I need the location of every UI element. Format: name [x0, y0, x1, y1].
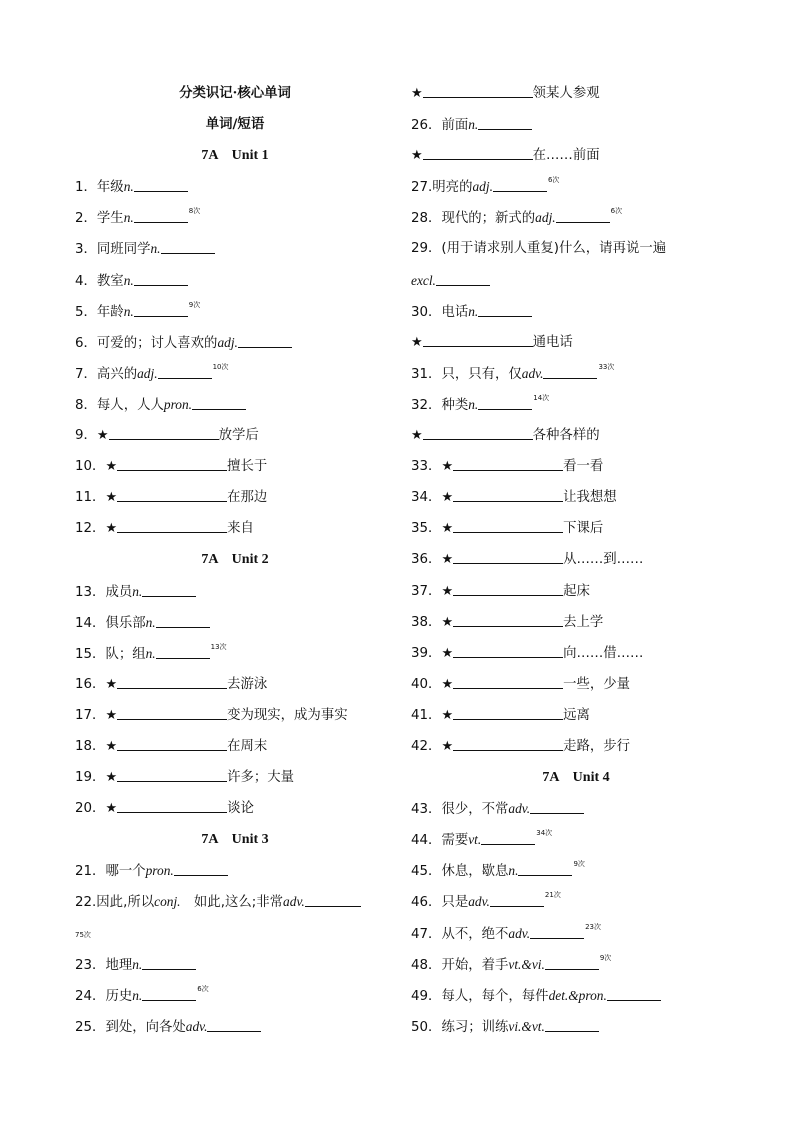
- item-number: 41．: [411, 707, 442, 723]
- phrase-item: [411, 669, 741, 700]
- chinese-meaning: 从不，绝不: [441, 926, 509, 942]
- chinese-meaning: 在周末: [227, 738, 268, 754]
- phrase-item: [411, 78, 741, 109]
- part-of-speech: adj.: [217, 334, 238, 350]
- part-of-speech: n.: [123, 179, 134, 195]
- chinese-meaning: 电话: [441, 304, 469, 320]
- item-number: 2．: [75, 211, 97, 227]
- item-number: 49．: [411, 988, 442, 1004]
- item-number: 21．: [75, 864, 106, 880]
- part-of-speech: adj.: [535, 210, 556, 226]
- part-of-speech: adj.: [472, 179, 493, 195]
- frequency-count: 6次: [547, 176, 560, 185]
- chinese-meaning: 开始，着手: [441, 957, 509, 973]
- answer-blank[interactable]: [117, 674, 227, 689]
- chinese-meaning: 每人，人人: [96, 397, 164, 413]
- chinese-meaning: 前面: [441, 118, 469, 134]
- chinese-meaning: 让我想想: [563, 490, 617, 506]
- chinese-meaning: 走路，步行: [563, 738, 631, 754]
- phrase-item: [411, 576, 741, 607]
- vocab-item: [411, 793, 741, 824]
- answer-blank[interactable]: [453, 705, 563, 720]
- answer-blank[interactable]: [174, 861, 228, 876]
- phrase-item: [75, 420, 395, 451]
- part-of-speech: vt.: [468, 832, 482, 848]
- item-number: 45．: [411, 864, 442, 880]
- star-icon: ★: [411, 148, 423, 164]
- vocab-item: [75, 202, 395, 233]
- vocab-item: [411, 824, 741, 855]
- answer-blank[interactable]: [109, 425, 219, 440]
- chinese-meaning: 向……借……: [563, 645, 644, 661]
- answer-blank[interactable]: [134, 177, 188, 192]
- item-number: 7．: [75, 366, 97, 382]
- answer-blank[interactable]: [117, 705, 227, 720]
- vocab-item: [75, 389, 395, 420]
- chinese-meaning: 通电话: [532, 334, 573, 350]
- left-column: [75, 78, 395, 1042]
- chinese-meaning: 哪一个: [105, 864, 146, 880]
- item-number: 31．: [411, 366, 442, 382]
- chinese-meaning: 放学后: [218, 428, 259, 444]
- phrase-item: [411, 638, 741, 669]
- answer-blank[interactable]: [493, 177, 547, 192]
- chinese-meaning: 各种各样的: [532, 428, 600, 444]
- chinese-meaning: 因此,所以: [96, 895, 155, 911]
- phrase-item: [75, 793, 395, 824]
- chinese-meaning: 下课后: [563, 521, 604, 537]
- part-of-speech: adv.: [283, 894, 305, 910]
- answer-blank[interactable]: [543, 364, 597, 379]
- item-number: 36．: [411, 552, 442, 568]
- phrase-item: [75, 451, 395, 482]
- part-of-speech: adj.: [137, 365, 158, 381]
- part-of-speech: n.: [132, 583, 143, 599]
- chinese-meaning: 可爱的；讨人喜欢的: [96, 335, 218, 351]
- chinese-meaning: 在那边: [227, 490, 268, 506]
- frequency-count: 9次: [573, 860, 585, 869]
- phrase-item: [411, 731, 741, 762]
- item-number: 28．: [411, 211, 442, 227]
- chinese-meaning: 起床: [563, 583, 590, 599]
- phrase-item: [75, 731, 395, 762]
- part-of-speech: n.: [150, 241, 161, 257]
- answer-blank[interactable]: [423, 83, 533, 98]
- answer-blank[interactable]: [436, 271, 490, 286]
- item-number: 27.: [411, 180, 433, 196]
- part-of-speech: vi.&vt.: [508, 1018, 545, 1034]
- vocab-item: [75, 607, 395, 638]
- star-icon: ★: [411, 86, 423, 101]
- vocab-item: [411, 358, 741, 389]
- vocab-item: [75, 980, 395, 1011]
- phrase-item: [75, 482, 395, 513]
- phrase-item: [75, 513, 395, 544]
- frequency-count: 13次: [210, 642, 227, 651]
- vocab-item: [411, 202, 741, 233]
- item-number: 18．: [75, 738, 106, 754]
- answer-blank[interactable]: [556, 208, 610, 223]
- phrase-item: [411, 513, 741, 544]
- phrase-item: [411, 544, 741, 575]
- item-number: 34．: [411, 490, 442, 506]
- item-number: 47．: [411, 926, 442, 942]
- answer-blank[interactable]: [453, 456, 563, 471]
- vocab-item: [411, 886, 741, 917]
- item-number: 40．: [411, 676, 442, 692]
- chinese-meaning: 休息，歇息: [441, 864, 509, 880]
- vocab-item: [411, 1011, 741, 1042]
- item-number: 1．: [75, 180, 97, 196]
- answer-blank[interactable]: [478, 115, 532, 130]
- chinese-meaning: 来自: [227, 521, 254, 537]
- right-column: [411, 78, 741, 1042]
- chinese-meaning: 地理: [105, 957, 133, 973]
- frequency-count: 21次: [544, 891, 561, 900]
- chinese-meaning: 只，只有，仅: [441, 366, 522, 382]
- frequency-note: [75, 918, 395, 949]
- vocab-item: [411, 980, 741, 1011]
- answer-blank[interactable]: [518, 861, 572, 876]
- phrase-item: [411, 700, 741, 731]
- chinese-meaning: 高兴的: [96, 366, 138, 382]
- part-of-speech: vt.&vi.: [508, 956, 545, 972]
- chinese-meaning: 年龄: [96, 304, 124, 320]
- item-number: 43．: [411, 802, 442, 818]
- vocab-item: [75, 358, 395, 389]
- answer-blank[interactable]: [490, 892, 544, 907]
- answer-blank[interactable]: [423, 145, 533, 160]
- chinese-meaning: 明亮的: [432, 180, 473, 196]
- item-number: 20．: [75, 801, 106, 817]
- unit-heading: 7A Unit 1: [201, 148, 269, 164]
- star-icon: ★: [105, 521, 118, 537]
- vocab-item: [411, 389, 741, 420]
- chinese-meaning: 一些，少量: [563, 676, 631, 692]
- chinese-meaning: 到处，向各处: [105, 1019, 186, 1035]
- star-icon: ★: [441, 552, 454, 568]
- item-number: 26．: [411, 118, 442, 134]
- item-number: 4．: [75, 273, 97, 289]
- answer-blank[interactable]: [142, 582, 196, 597]
- answer-blank[interactable]: [117, 518, 227, 533]
- vocab-item: [75, 327, 395, 358]
- star-icon: ★: [105, 801, 118, 817]
- vocab-item: [411, 233, 741, 264]
- phrase-item: [75, 762, 395, 793]
- item-number: 48．: [411, 957, 442, 973]
- star-icon: ★: [411, 334, 423, 350]
- star-icon: ★: [411, 428, 423, 444]
- chinese-meaning: 远离: [563, 707, 590, 723]
- answer-blank[interactable]: [238, 333, 292, 348]
- vocab-text: 29．(用于请求别人重复)什么，请再说一遍: [411, 241, 667, 257]
- star-icon: ★: [441, 459, 454, 475]
- chinese-meaning: 同班同学: [96, 242, 151, 258]
- chinese-meaning: 擅长于: [227, 459, 268, 475]
- part-of-speech: n.: [508, 863, 519, 879]
- answer-blank[interactable]: [161, 239, 215, 254]
- phrase-item: [411, 420, 741, 451]
- item-number: 11．: [75, 490, 106, 506]
- part-of-speech: n.: [123, 303, 134, 319]
- item-number: 9．: [75, 428, 97, 444]
- chinese-meaning: 很少，不常: [441, 802, 509, 818]
- answer-blank[interactable]: [156, 613, 210, 628]
- part-of-speech: n.: [145, 614, 156, 630]
- answer-blank[interactable]: [142, 986, 196, 1001]
- vocab-item: [411, 109, 741, 140]
- item-number: 6．: [75, 335, 97, 351]
- item-number: 24．: [75, 988, 106, 1004]
- vocab-item: [75, 1011, 395, 1042]
- star-icon: ★: [441, 738, 454, 754]
- vocab-item: [75, 638, 395, 669]
- part-of-speech: adv.: [508, 801, 531, 817]
- phrase-item: [411, 482, 741, 513]
- part-of-speech: det.&pron.: [548, 987, 607, 1003]
- section-heading: 单词/短语: [205, 116, 265, 133]
- part-of-speech: adv.: [508, 925, 531, 941]
- part-of-speech: n.: [123, 210, 134, 226]
- answer-blank[interactable]: [134, 208, 188, 223]
- phrase-item: [411, 327, 741, 358]
- frequency-count: 9次: [188, 300, 201, 309]
- item-number: 17．: [75, 707, 106, 723]
- answer-blank[interactable]: [305, 892, 361, 907]
- frequency-count: 75次: [75, 930, 91, 939]
- frequency-count: 8次: [188, 207, 201, 216]
- chinese-meaning: 练习；训练: [441, 1019, 509, 1035]
- part-of-speech: n.: [123, 272, 134, 288]
- chinese-meaning: 现代的；新式的: [441, 211, 536, 227]
- frequency-count: 6次: [197, 984, 209, 993]
- answer-blank[interactable]: [156, 644, 210, 659]
- phrase-item: [411, 607, 741, 638]
- vocab-item: [75, 265, 395, 296]
- item-number: 42．: [411, 738, 442, 754]
- answer-blank[interactable]: [478, 395, 532, 410]
- chinese-meaning: 历史: [105, 988, 133, 1004]
- item-number: 19．: [75, 770, 106, 786]
- vocab-item: [75, 171, 395, 202]
- answer-blank[interactable]: [134, 302, 188, 317]
- vocab-item: [75, 233, 395, 264]
- answer-blank[interactable]: [117, 798, 227, 813]
- item-number: 38．: [411, 614, 442, 630]
- vocab-item: [411, 949, 741, 980]
- answer-blank[interactable]: [545, 1017, 599, 1032]
- chinese-meaning: 去游泳: [227, 676, 268, 692]
- frequency-count: 6次: [610, 207, 623, 216]
- answer-blank[interactable]: [142, 955, 196, 970]
- item-number: 15．: [75, 646, 106, 662]
- star-icon: ★: [105, 676, 118, 692]
- vocab-item: [411, 918, 741, 949]
- part-of-speech: adv.: [185, 1018, 208, 1034]
- item-number: 50．: [411, 1019, 442, 1035]
- item-number: 8．: [75, 397, 97, 413]
- vocab-item: [411, 855, 741, 886]
- frequency-count: 23次: [585, 922, 601, 931]
- star-icon: ★: [105, 707, 118, 723]
- answer-blank[interactable]: [478, 302, 532, 317]
- star-icon: ★: [105, 738, 118, 754]
- item-number: 23．: [75, 957, 106, 973]
- chinese-meaning: 从……到……: [563, 552, 644, 568]
- answer-blank[interactable]: [453, 612, 563, 627]
- chinese-meaning: 只是: [441, 895, 469, 911]
- chinese-meaning: 俱乐部: [105, 615, 146, 631]
- part-of-speech: adv.: [521, 365, 544, 381]
- answer-blank[interactable]: [453, 674, 563, 689]
- item-number: 16．: [75, 676, 106, 692]
- vocab-item: [75, 886, 395, 917]
- part-of-speech: n.: [468, 396, 479, 412]
- answer-blank[interactable]: [117, 736, 227, 751]
- item-number: 44．: [411, 833, 442, 849]
- answer-blank[interactable]: [117, 456, 227, 471]
- phrase-item: [411, 140, 741, 171]
- part-of-speech: n.: [132, 987, 143, 1003]
- item-number: 13．: [75, 584, 106, 600]
- chinese-meaning: 看一看: [563, 459, 604, 475]
- item-number: 32．: [411, 397, 442, 413]
- chinese-meaning: 在……前面: [532, 148, 600, 164]
- part-of-speech: n.: [145, 645, 156, 661]
- star-icon: ★: [441, 676, 454, 692]
- frequency-count: 14次: [533, 393, 550, 402]
- part-of-speech: n.: [132, 956, 143, 972]
- answer-blank[interactable]: [607, 986, 661, 1001]
- chinese-meaning: 学生: [96, 211, 124, 227]
- chinese-meaning: 需要: [441, 833, 469, 849]
- chinese-meaning: 去上学: [563, 614, 604, 630]
- answer-blank[interactable]: [453, 518, 563, 533]
- phrase-item: [75, 700, 395, 731]
- chinese-meaning: 每人，每个，每件: [441, 988, 549, 1004]
- answer-blank[interactable]: [453, 736, 563, 751]
- part-of-speech: n.: [468, 303, 479, 319]
- item-number: 39．: [411, 645, 442, 661]
- answer-blank[interactable]: [117, 767, 227, 782]
- vocab-item: [75, 949, 395, 980]
- vocab-item: [75, 296, 395, 327]
- star-icon: ★: [105, 490, 118, 506]
- item-number: 14．: [75, 615, 106, 631]
- vocab-item: [411, 265, 741, 296]
- answer-blank[interactable]: [453, 581, 563, 596]
- frequency-count: 34次: [536, 829, 553, 838]
- item-number: 3．: [75, 242, 97, 258]
- item-number: 25．: [75, 1019, 106, 1035]
- part-of-speech: pron.: [145, 863, 174, 879]
- chinese-meaning: 谈论: [227, 801, 254, 817]
- answer-blank[interactable]: [530, 799, 584, 814]
- unit-heading: 7A Unit 4: [542, 770, 610, 786]
- chinese-meaning: 成员: [105, 584, 133, 600]
- item-number: 22.: [75, 895, 97, 911]
- answer-blank[interactable]: [117, 487, 227, 502]
- chinese-meaning: 许多；大量: [227, 770, 295, 786]
- item-number: 10．: [75, 459, 106, 475]
- chinese-meaning: 队；组: [105, 646, 146, 662]
- star-icon: ★: [441, 707, 454, 723]
- item-number: 46．: [411, 895, 442, 911]
- item-number: 12．: [75, 521, 106, 537]
- unit-heading: 7A Unit 3: [201, 832, 269, 848]
- star-icon: ★: [105, 459, 118, 475]
- star-icon: ★: [441, 583, 454, 599]
- vocab-item: [75, 855, 395, 886]
- answer-blank[interactable]: [134, 271, 188, 286]
- item-number: 37．: [411, 583, 442, 599]
- answer-blank[interactable]: [158, 364, 212, 379]
- answer-blank[interactable]: [453, 487, 563, 502]
- phrase-item: [411, 451, 741, 482]
- answer-blank[interactable]: [453, 643, 563, 658]
- frequency-count: 9次: [599, 953, 612, 962]
- answer-blank[interactable]: [423, 332, 533, 347]
- item-number: 33．: [411, 459, 442, 475]
- answer-blank[interactable]: [530, 924, 584, 939]
- part-of-speech: excl.: [411, 272, 436, 288]
- answer-blank[interactable]: [545, 955, 599, 970]
- section-heading: 分类识记·核心单词: [179, 85, 291, 101]
- chinese-meaning: 如此,这么;非常: [180, 895, 284, 911]
- star-icon: ★: [105, 770, 118, 786]
- answer-blank[interactable]: [207, 1017, 261, 1032]
- chinese-meaning: 年级: [96, 180, 124, 196]
- chinese-meaning: 教室: [96, 273, 124, 289]
- star-icon: ★: [96, 428, 109, 444]
- vocab-item: [411, 171, 741, 202]
- chinese-meaning: 种类: [441, 397, 469, 413]
- frequency-count: 10次: [212, 362, 229, 371]
- vocab-item: [411, 296, 741, 327]
- part-of-speech: pron.: [163, 396, 193, 412]
- part-of-speech: adv.: [468, 894, 490, 910]
- answer-blank[interactable]: [453, 549, 563, 564]
- part-of-speech: n.: [468, 117, 479, 133]
- star-icon: ★: [441, 614, 454, 630]
- item-number: 35．: [411, 521, 442, 537]
- item-number: 30．: [411, 304, 442, 320]
- answer-blank[interactable]: [423, 425, 533, 440]
- star-icon: ★: [441, 521, 454, 537]
- item-number: 5．: [75, 304, 97, 320]
- star-icon: ★: [441, 645, 454, 661]
- vocab-item: [75, 576, 395, 607]
- answer-blank[interactable]: [481, 830, 535, 845]
- unit-heading: 7A Unit 2: [201, 552, 269, 568]
- frequency-count: 33次: [598, 362, 615, 371]
- part-of-speech: conj.: [154, 894, 181, 910]
- chinese-meaning: 领某人参观: [532, 86, 600, 101]
- answer-blank[interactable]: [192, 395, 246, 410]
- chinese-meaning: 变为现实，成为事实: [227, 707, 348, 723]
- phrase-item: [75, 669, 395, 700]
- star-icon: ★: [441, 490, 454, 506]
